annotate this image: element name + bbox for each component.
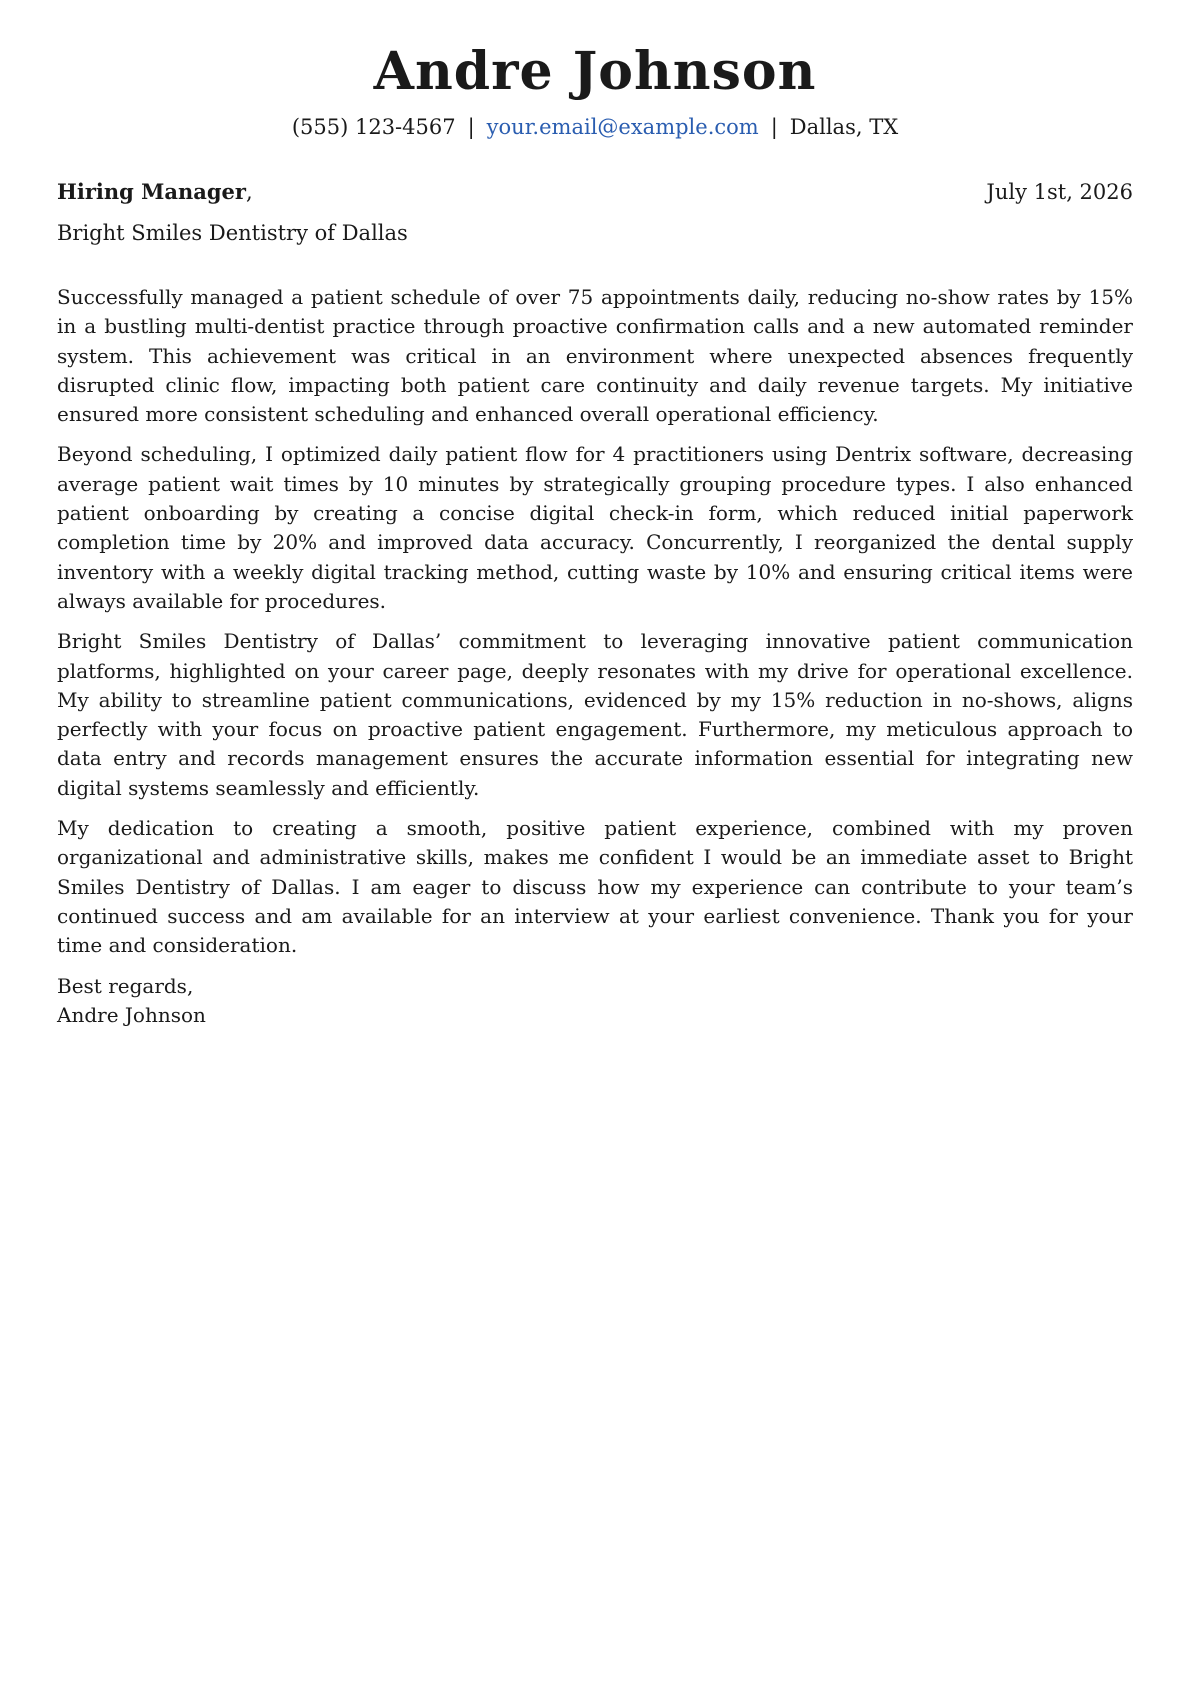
closing-salutation: Best regards, — [57, 973, 194, 998]
closing-block — [57, 972, 1133, 1031]
applicant-name: Andre Johnson — [373, 41, 817, 102]
letter-body — [57, 283, 1133, 1030]
recipient-line — [57, 178, 253, 206]
phone-number: (555) 123-4567 — [291, 115, 456, 139]
location: Dallas, TX — [789, 115, 899, 139]
recipient-suffix: , — [245, 180, 253, 204]
recipient-date-row — [57, 178, 1133, 206]
separator: | — [467, 115, 475, 139]
body-paragraph: Bright Smiles Dentistry of Dallas’ commitment to leveraging innovative patient communication platforms, highlighted on your career page, deeply resonates with my drive for operational excellence. My ability to streamline patient communications, evidenced by my 15% reduction in no-shows, aligns perfectly with your focus on proactive patient engagement. Furthermore, my meticulous approach to data entry and records management ensures the accurate information essential for integrating new digital systems seamlessly and efficiently. — [57, 629, 1133, 800]
contact-line — [0, 113, 1190, 141]
email-link[interactable]: your.email@example.com — [486, 115, 759, 139]
body-paragraph: Beyond scheduling, I optimized daily patient flow for 4 practitioners using Dentrix software, decreasing average patient wait times by 10 minutes by strategically grouping procedure types. I also enhanced patient onboarding by creating a concise digital check-in form, which reduced initial paperwork completion time by 20% and improved data accuracy. Concurrently, I reorganized the dental supply inventory with a weekly digital tracking method, cutting waste by 10% and ensuring critical items were always available for procedures. — [57, 442, 1133, 613]
recipient-company: Bright Smiles Dentistry of Dallas — [57, 221, 408, 245]
recipient-name: Hiring Manager — [57, 179, 246, 204]
signature-name: Andre Johnson — [57, 1002, 206, 1027]
body-paragraph: My dedication to creating a smooth, positive patient experience, combined with my proven organizational and administrative skills, makes me confident I would be an immediate asset to Bright Smiles Dentistry of Dallas. I am eager to discuss how my experience can contribute to your team’s continued success and am available for an interview at your earliest convenience. Thank you for your time and consideration. — [57, 816, 1133, 958]
body-paragraph: Successfully managed a patient schedule of over 75 appointments daily, reducing no-show rates by 15% in a bustling multi-dentist practice through proactive confirmation calls and a new automated reminder system. This achievement was critical in an environment where unexpected absences frequently disrupted clinic flow, impacting both patient care continuity and daily revenue targets. My initiative ensured more consistent scheduling and enhanced overall operational efficiency. — [57, 285, 1133, 427]
letter-date: July 1st, 2026 — [986, 180, 1133, 204]
separator: | — [770, 115, 778, 139]
